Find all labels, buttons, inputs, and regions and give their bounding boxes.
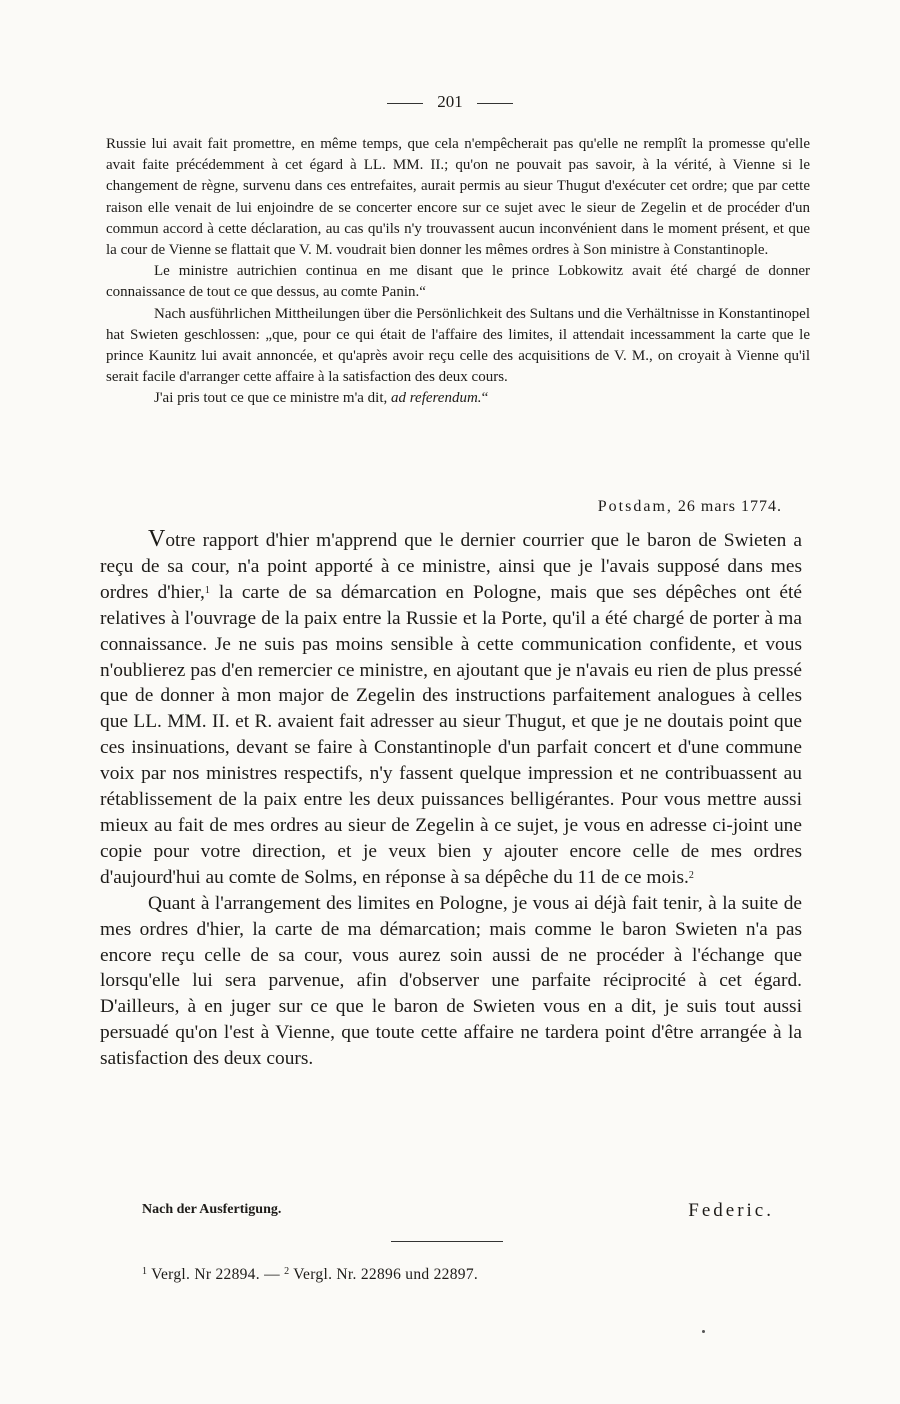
footnote-ref-2: 2	[688, 869, 694, 881]
paper-speck	[702, 1330, 705, 1333]
footnote-ref-1: 1	[204, 584, 210, 596]
quoted-report-block	[106, 134, 810, 410]
quoted-paragraph-4-text: J'ai pris tout ce que ce ministre m'a dit,	[154, 390, 388, 407]
quoted-paragraph-3: Nach ausführlichen Mittheilungen über die Persönlichkeit des Sultans und die Verhältnisse in Konstantinopel hat Swieten geschlossen: „que, pour ce qui était de l'affaire des limites, il attendait incessamment la carte que le prince Kaunitz lui avait annoncée, et qu'après avoir reçu celle des acquisitions de V. M., on croyait à Vienne qu'il serait facile d'arranger cette affaire à la satisfaction des deux cours.	[106, 305, 810, 386]
header-rule-left	[387, 103, 423, 104]
letter-paragraph-1-b: la carte de sa démarcation en Pologne, mais que ses dépêches ont été relatives à l'ouvrage de la paix entre la Russie et la Porte, qu'il a été chargé de porter à ma connaissance. Je ne suis pas moins sensible à cette communication confidente, et vous n'oublierez pas d'en remercier ce ministre, en ajoutant que je n'avais eu rien de plus pressé que de donner à mon major de Zegelin des instructions parfaitement analogues à celles que LL. MM. II. et R. avaient fait adresser au sieur Thugut, et que je ne doutais point que ces insinuations, devant se faire à Constantinople d'un parfait concert et d'une commune voix par nos ministres respectifs, n'y fassent quelque impression et ne contribuassent au rétablissement de la paix entre les deux puissances belligérantes. Pour vous mettre aussi mieux au fait de mes ordres au sieur de Zegelin à ce sujet, je vous en adresse ci-joint une copie pour votre direction, et je veux bien y ajouter encore celle de mes ordres d'aujourd'hui au comte de Solms, en réponse à sa dépêche du 11 de ce mois.	[100, 581, 803, 888]
page-number: 201	[437, 92, 463, 111]
dateline-place: Potsdam,	[597, 498, 673, 515]
footnote-2-mark: 2	[284, 1266, 290, 1277]
letter-paragraph-2: Quant à l'arrangement des limites en Pologne, je vous ai déjà fait tenir, à la suite de mes ordres d'hier, la carte de ma démarcation; mais comme le baron Swieten n'a pas encore reçu celle de sa cour, vous aurez soin aussi de ne procéder à l'échange que lorsqu'elle lui sera parvenue, afin d'observer une parfaite réciprocité à cet égard. D'ailleurs, à en juger sur ce que le baron de Swieten vous en a dit, je suis tout aussi persuadé qu'on l'est à Vienne, que toute cette affaire ne tardera point d'être arrangée à la satisfaction des deux cours.	[100, 892, 802, 1070]
quoted-paragraph-1: Russie lui avait fait promettre, en même temps, que cela n'empêcherait pas qu'elle ne remplît la promesse qu'elle avait faite précédemment à cet égard à LL. MM. II.; qu'on ne pouvait pas savoir, à la vérité, à Vienne si le changement de règne, survenu dans ces entrefaites, aurait permis au sieur Thugut d'exécuter cet ordre; que par cette raison elle venait de lui enjoindre de se concerter encore sur ce sujet avec le sieur de Zegelin et de procéder d'un commun accord à cette déclaration, au cas qu'ils n'y trouvassent aucun inconvénient dans le moment présent, et que la cour de Vienne se flattait que V. M. voudrait bien donner les mêmes ordres à Son ministre à Constantinople.	[106, 136, 810, 259]
header-rule-right	[477, 103, 513, 104]
footnote-rule	[391, 1241, 503, 1242]
letter-paragraph-1-a: otre rapport d'hier m'apprend que le dernier courrier que le baron de Swieten a reçu de sa cour, n'a point apporté à ce ministre, ainsi que je l'avais supposé dans mes ordres d'hier,	[100, 530, 802, 603]
letter-body	[100, 527, 802, 1072]
signature: Federic.	[688, 1200, 774, 1221]
quoted-paragraph-4-close: “	[481, 390, 489, 407]
quoted-paragraph-4-italic: ad referendum.	[391, 390, 482, 407]
dateline-date: 26 mars 1774.	[677, 498, 782, 515]
footnote-1-mark: 1	[142, 1266, 148, 1277]
page-header	[0, 92, 900, 112]
source-note: Nach der Ausfertigung.	[142, 1202, 282, 1217]
quoted-paragraph-2: Le ministre autrichien continua en me disant que le prince Lobkowitz avait été chargé de donner connaissance de tout ce que dessus, au comte Panin.“	[106, 263, 810, 301]
footnote-1-text: Vergl. Nr 22894. —	[147, 1266, 285, 1283]
dateline	[598, 498, 782, 516]
letter-initial: V	[148, 526, 166, 552]
footnotes	[142, 1266, 762, 1284]
quoted-paragraph-4	[106, 388, 810, 409]
letter-paragraph-1	[100, 527, 802, 891]
footnote-2-text: Vergl. Nr. 22896 und 22897.	[289, 1266, 479, 1283]
